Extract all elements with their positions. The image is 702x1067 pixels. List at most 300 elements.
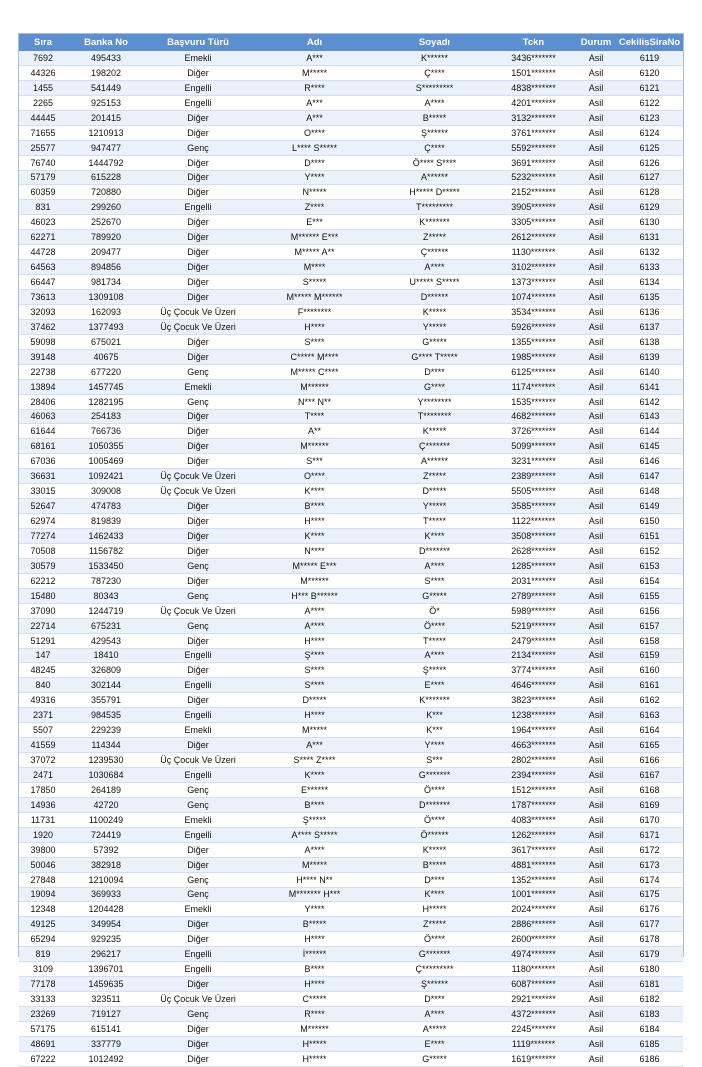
cell-durum: Asil	[576, 663, 616, 678]
header-soyadi: Soyadı	[378, 34, 491, 51]
cell-durum: Asil	[576, 842, 616, 857]
cell-cekilis-sira-no: 6145	[616, 439, 683, 454]
cell-basvuru-turu: Genç	[145, 588, 251, 603]
cell-tckn: 2921*******	[491, 992, 576, 1007]
header-sira: Sıra	[19, 34, 67, 51]
cell-banka-no: 1444792	[67, 155, 145, 170]
cell-basvuru-turu: Emekli	[145, 812, 251, 827]
cell-cekilis-sira-no: 6132	[616, 245, 683, 260]
cell-tckn: 1285*******	[491, 558, 576, 573]
cell-adi: S****	[251, 663, 378, 678]
table-row	[19, 842, 683, 857]
cell-soyadi: Ö****	[378, 812, 491, 827]
cell-durum: Asil	[576, 618, 616, 633]
cell-durum: Asil	[576, 409, 616, 424]
cell-tckn: 3774*******	[491, 663, 576, 678]
cell-cekilis-sira-no: 6182	[616, 992, 683, 1007]
table-row	[19, 977, 683, 992]
cell-soyadi: S*********	[378, 80, 491, 95]
cell-basvuru-turu: Emekli	[145, 51, 251, 65]
cell-sira: 66447	[19, 275, 67, 290]
cell-soyadi: D*******	[378, 797, 491, 812]
cell-soyadi: Y*****	[378, 319, 491, 334]
cell-banka-no: 1457745	[67, 379, 145, 394]
cell-basvuru-turu: Engelli	[145, 648, 251, 663]
cell-tckn: 1535*******	[491, 394, 576, 409]
table-row	[19, 439, 683, 454]
cell-basvuru-turu: Diğer	[145, 334, 251, 349]
cell-sira: 57179	[19, 170, 67, 185]
cell-soyadi: H*****	[378, 902, 491, 917]
cell-sira: 11731	[19, 812, 67, 827]
cell-cekilis-sira-no: 6127	[616, 170, 683, 185]
cell-basvuru-turu: Diğer	[145, 125, 251, 140]
cell-banka-no: 198202	[67, 65, 145, 80]
cell-sira: 39800	[19, 842, 67, 857]
table-row	[19, 962, 683, 977]
cell-soyadi: S***	[378, 753, 491, 768]
cell-soyadi: K*****	[378, 304, 491, 319]
table-row	[19, 663, 683, 678]
cell-basvuru-turu: Genç	[145, 140, 251, 155]
cell-cekilis-sira-no: 6167	[616, 768, 683, 783]
cell-tckn: 3823*******	[491, 693, 576, 708]
cell-sira: 73613	[19, 290, 67, 305]
cell-durum: Asil	[576, 992, 616, 1007]
cell-sira: 57175	[19, 1021, 67, 1036]
cell-tckn: 5505*******	[491, 484, 576, 499]
cell-sira: 49125	[19, 917, 67, 932]
table-row	[19, 304, 683, 319]
cell-durum: Asil	[576, 394, 616, 409]
cell-durum: Asil	[576, 275, 616, 290]
cell-durum: Asil	[576, 215, 616, 230]
cell-soyadi: H***** D*****	[378, 185, 491, 200]
cell-banka-no: 1309108	[67, 290, 145, 305]
cell-soyadi: T*********	[378, 200, 491, 215]
cell-sira: 37072	[19, 753, 67, 768]
cell-cekilis-sira-no: 6124	[616, 125, 683, 140]
cell-soyadi: A******	[378, 454, 491, 469]
cell-basvuru-turu: Engelli	[145, 95, 251, 110]
cell-adi: R****	[251, 1007, 378, 1022]
table-row	[19, 872, 683, 887]
cell-adi: E***	[251, 215, 378, 230]
cell-basvuru-turu: Diğer	[145, 633, 251, 648]
cell-sira: 831	[19, 200, 67, 215]
cell-cekilis-sira-no: 6129	[616, 200, 683, 215]
cell-banka-no: 162093	[67, 304, 145, 319]
cell-adi: K****	[251, 529, 378, 544]
cell-soyadi: Ç*********	[378, 962, 491, 977]
table-row	[19, 573, 683, 588]
cell-sira: 2265	[19, 95, 67, 110]
cell-soyadi: S****	[378, 573, 491, 588]
cell-adi: M*****	[251, 65, 378, 80]
cell-soyadi: Ö****	[378, 618, 491, 633]
cell-durum: Asil	[576, 887, 616, 902]
cell-durum: Asil	[576, 558, 616, 573]
table-row	[19, 827, 683, 842]
cell-cekilis-sira-no: 6180	[616, 962, 683, 977]
cell-sira: 3109	[19, 962, 67, 977]
cell-soyadi: Ş******	[378, 977, 491, 992]
cell-adi: H****	[251, 633, 378, 648]
cell-soyadi: Y*****	[378, 499, 491, 514]
cell-durum: Asil	[576, 573, 616, 588]
cell-durum: Asil	[576, 768, 616, 783]
cell-banka-no: 1092421	[67, 469, 145, 484]
cell-durum: Asil	[576, 424, 616, 439]
cell-tckn: 4682*******	[491, 409, 576, 424]
cell-basvuru-turu: Genç	[145, 797, 251, 812]
cell-soyadi: Ç****	[378, 140, 491, 155]
table-row	[19, 738, 683, 753]
cell-durum: Asil	[576, 738, 616, 753]
cell-basvuru-turu: Diğer	[145, 110, 251, 125]
cell-banka-no: 929235	[67, 932, 145, 947]
cell-banka-no: 296217	[67, 947, 145, 962]
cell-banka-no: 677220	[67, 364, 145, 379]
cell-tckn: 3726*******	[491, 424, 576, 439]
cell-sira: 77178	[19, 977, 67, 992]
cell-tckn: 5592*******	[491, 140, 576, 155]
table-row	[19, 1036, 683, 1051]
cell-sira: 48245	[19, 663, 67, 678]
cell-banka-no: 1156782	[67, 543, 145, 558]
cell-durum: Asil	[576, 469, 616, 484]
cell-soyadi: Y****	[378, 738, 491, 753]
cell-durum: Asil	[576, 170, 616, 185]
cell-basvuru-turu: Genç	[145, 394, 251, 409]
cell-cekilis-sira-no: 6133	[616, 260, 683, 275]
cell-sira: 2471	[19, 768, 67, 783]
cell-soyadi: K*****	[378, 424, 491, 439]
cell-soyadi: A******	[378, 170, 491, 185]
cell-adi: F********	[251, 304, 378, 319]
cell-basvuru-turu: Emekli	[145, 379, 251, 394]
cell-basvuru-turu: Genç	[145, 887, 251, 902]
cell-cekilis-sira-no: 6168	[616, 782, 683, 797]
cell-banka-no: 80343	[67, 588, 145, 603]
table-row	[19, 65, 683, 80]
cell-sira: 70508	[19, 543, 67, 558]
cell-adi: C***** M****	[251, 349, 378, 364]
cell-cekilis-sira-no: 6184	[616, 1021, 683, 1036]
cell-sira: 28406	[19, 394, 67, 409]
cell-durum: Asil	[576, 708, 616, 723]
cell-banka-no: 615228	[67, 170, 145, 185]
cell-basvuru-turu: Engelli	[145, 80, 251, 95]
cell-durum: Asil	[576, 200, 616, 215]
cell-basvuru-turu: Diğer	[145, 215, 251, 230]
table-row	[19, 529, 683, 544]
cell-sira: 49316	[19, 693, 67, 708]
cell-banka-no: 1239530	[67, 753, 145, 768]
cell-sira: 37090	[19, 603, 67, 618]
cell-tckn: 1619*******	[491, 1051, 576, 1066]
cell-tckn: 1501*******	[491, 65, 576, 80]
cell-basvuru-turu: Diğer	[145, 409, 251, 424]
cell-tckn: 3231*******	[491, 454, 576, 469]
cell-adi: A***	[251, 95, 378, 110]
cell-sira: 46023	[19, 215, 67, 230]
cell-soyadi: K*******	[378, 215, 491, 230]
cell-adi: K****	[251, 484, 378, 499]
cell-sira: 44728	[19, 245, 67, 260]
cell-durum: Asil	[576, 125, 616, 140]
cell-banka-no: 114344	[67, 738, 145, 753]
table-row	[19, 185, 683, 200]
cell-cekilis-sira-no: 6166	[616, 753, 683, 768]
cell-basvuru-turu: Diğer	[145, 245, 251, 260]
table-row	[19, 588, 683, 603]
cell-sira: 67222	[19, 1051, 67, 1066]
cell-basvuru-turu: Emekli	[145, 902, 251, 917]
cell-adi: İ******	[251, 947, 378, 962]
cell-cekilis-sira-no: 6140	[616, 364, 683, 379]
cell-basvuru-turu: Üç Çocuk Ve Üzeri	[145, 992, 251, 1007]
cell-banka-no: 309008	[67, 484, 145, 499]
cell-cekilis-sira-no: 6183	[616, 1007, 683, 1022]
cell-tckn: 4201*******	[491, 95, 576, 110]
cell-banka-no: 1396701	[67, 962, 145, 977]
cell-durum: Asil	[576, 1021, 616, 1036]
table-row	[19, 603, 683, 618]
cell-sira: 25577	[19, 140, 67, 155]
cell-cekilis-sira-no: 6174	[616, 872, 683, 887]
cell-sira: 37462	[19, 319, 67, 334]
cell-sira: 39148	[19, 349, 67, 364]
cell-soyadi: G****	[378, 379, 491, 394]
cell-tckn: 1985*******	[491, 349, 576, 364]
table-row	[19, 693, 683, 708]
cell-tckn: 1238*******	[491, 708, 576, 723]
cell-basvuru-turu: Üç Çocuk Ve Üzeri	[145, 753, 251, 768]
cell-sira: 840	[19, 678, 67, 693]
cell-sira: 14936	[19, 797, 67, 812]
cell-cekilis-sira-no: 6148	[616, 484, 683, 499]
cell-basvuru-turu: Diğer	[145, 917, 251, 932]
cell-adi: H****	[251, 932, 378, 947]
cell-soyadi: B*****	[378, 110, 491, 125]
cell-tckn: 4646*******	[491, 678, 576, 693]
cell-soyadi: G*****	[378, 588, 491, 603]
cell-cekilis-sira-no: 6119	[616, 51, 683, 65]
cell-adi: B*****	[251, 917, 378, 932]
cell-cekilis-sira-no: 6153	[616, 558, 683, 573]
cell-banka-no: 40675	[67, 349, 145, 364]
cell-adi: E******	[251, 782, 378, 797]
cell-sira: 50046	[19, 857, 67, 872]
cell-tckn: 1262*******	[491, 827, 576, 842]
cell-banka-no: 1012492	[67, 1051, 145, 1066]
cell-cekilis-sira-no: 6149	[616, 499, 683, 514]
cell-durum: Asil	[576, 1036, 616, 1051]
cell-soyadi: A****	[378, 558, 491, 573]
cell-durum: Asil	[576, 454, 616, 469]
cell-durum: Asil	[576, 797, 616, 812]
cell-basvuru-turu: Diğer	[145, 290, 251, 305]
table-row	[19, 155, 683, 170]
cell-sira: 32093	[19, 304, 67, 319]
cell-durum: Asil	[576, 529, 616, 544]
cell-tckn: 1122*******	[491, 514, 576, 529]
table-row	[19, 1051, 683, 1066]
cell-banka-no: 302144	[67, 678, 145, 693]
cell-tckn: 3132*******	[491, 110, 576, 125]
cell-durum: Asil	[576, 947, 616, 962]
cell-soyadi: Ç*******	[378, 439, 491, 454]
cell-banka-no: 787230	[67, 573, 145, 588]
cell-basvuru-turu: Engelli	[145, 708, 251, 723]
cell-soyadi: A****	[378, 1007, 491, 1022]
header-basvuru-turu: Başvuru Türü	[145, 34, 251, 51]
cell-cekilis-sira-no: 6121	[616, 80, 683, 95]
cell-soyadi: Ö******	[378, 827, 491, 842]
cell-banka-no: 264189	[67, 782, 145, 797]
cell-sira: 1455	[19, 80, 67, 95]
cell-durum: Asil	[576, 155, 616, 170]
cell-soyadi: U***** S*****	[378, 275, 491, 290]
cell-adi: N*****	[251, 185, 378, 200]
cell-adi: S*****	[251, 275, 378, 290]
cell-adi: M*****	[251, 857, 378, 872]
cell-sira: 60359	[19, 185, 67, 200]
table-header-row	[19, 34, 683, 51]
cell-tckn: 3761*******	[491, 125, 576, 140]
cell-adi: N*** N**	[251, 394, 378, 409]
cell-tckn: 1964*******	[491, 723, 576, 738]
table-row	[19, 618, 683, 633]
cell-cekilis-sira-no: 6126	[616, 155, 683, 170]
cell-soyadi: G**** T*****	[378, 349, 491, 364]
cell-tckn: 2886*******	[491, 917, 576, 932]
cell-durum: Asil	[576, 514, 616, 529]
cell-tckn: 1512*******	[491, 782, 576, 797]
cell-banka-no: 1005469	[67, 454, 145, 469]
table-row	[19, 140, 683, 155]
cell-sira: 23269	[19, 1007, 67, 1022]
header-tckn: Tckn	[491, 34, 576, 51]
cell-durum: Asil	[576, 962, 616, 977]
cell-cekilis-sira-no: 6154	[616, 573, 683, 588]
cell-soyadi: K*****	[378, 842, 491, 857]
cell-soyadi: Z*****	[378, 469, 491, 484]
cell-adi: A****	[251, 842, 378, 857]
cell-cekilis-sira-no: 6178	[616, 932, 683, 947]
cell-soyadi: Ö****	[378, 782, 491, 797]
cell-banka-no: 326809	[67, 663, 145, 678]
cell-soyadi: T*****	[378, 514, 491, 529]
cell-tckn: 1373*******	[491, 275, 576, 290]
cell-cekilis-sira-no: 6138	[616, 334, 683, 349]
cell-basvuru-turu: Diğer	[145, 185, 251, 200]
cell-cekilis-sira-no: 6186	[616, 1051, 683, 1066]
cell-basvuru-turu: Emekli	[145, 723, 251, 738]
cell-banka-no: 382918	[67, 857, 145, 872]
table-row	[19, 558, 683, 573]
cell-soyadi: Ö****	[378, 932, 491, 947]
cell-cekilis-sira-no: 6181	[616, 977, 683, 992]
cell-cekilis-sira-no: 6159	[616, 648, 683, 663]
table-row	[19, 797, 683, 812]
cell-soyadi: Z*****	[378, 230, 491, 245]
cell-basvuru-turu: Diğer	[145, 499, 251, 514]
cell-banka-no: 541449	[67, 80, 145, 95]
cell-tckn: 4083*******	[491, 812, 576, 827]
cell-adi: M****** E***	[251, 230, 378, 245]
cell-tckn: 6087*******	[491, 977, 576, 992]
cell-banka-no: 429543	[67, 633, 145, 648]
cell-tckn: 2612*******	[491, 230, 576, 245]
cell-cekilis-sira-no: 6169	[616, 797, 683, 812]
cell-basvuru-turu: Diğer	[145, 1036, 251, 1051]
cell-adi: C*****	[251, 992, 378, 1007]
cell-cekilis-sira-no: 6170	[616, 812, 683, 827]
cell-basvuru-turu: Diğer	[145, 454, 251, 469]
cell-cekilis-sira-no: 6155	[616, 588, 683, 603]
cell-cekilis-sira-no: 6122	[616, 95, 683, 110]
cell-cekilis-sira-no: 6162	[616, 693, 683, 708]
cell-banka-no: 337779	[67, 1036, 145, 1051]
cell-cekilis-sira-no: 6171	[616, 827, 683, 842]
table-row	[19, 887, 683, 902]
cell-soyadi: K***	[378, 708, 491, 723]
cell-cekilis-sira-no: 6130	[616, 215, 683, 230]
cell-adi: M******	[251, 573, 378, 588]
cell-cekilis-sira-no: 6164	[616, 723, 683, 738]
cell-basvuru-turu: Diğer	[145, 230, 251, 245]
cell-sira: 22714	[19, 618, 67, 633]
cell-adi: T****	[251, 409, 378, 424]
cell-sira: 76740	[19, 155, 67, 170]
cell-adi: H****	[251, 514, 378, 529]
cell-basvuru-turu: Genç	[145, 618, 251, 633]
table-row	[19, 110, 683, 125]
cell-cekilis-sira-no: 6179	[616, 947, 683, 962]
cell-durum: Asil	[576, 902, 616, 917]
cell-basvuru-turu: Engelli	[145, 962, 251, 977]
cell-sira: 64563	[19, 260, 67, 275]
cell-tckn: 1355*******	[491, 334, 576, 349]
cell-soyadi: G*******	[378, 768, 491, 783]
cell-durum: Asil	[576, 1051, 616, 1066]
cell-adi: Ş****	[251, 648, 378, 663]
cell-durum: Asil	[576, 349, 616, 364]
table-row	[19, 514, 683, 529]
cell-banka-no: 1377493	[67, 319, 145, 334]
cell-cekilis-sira-no: 6152	[616, 543, 683, 558]
cell-tckn: 1119*******	[491, 1036, 576, 1051]
cell-banka-no: 18410	[67, 648, 145, 663]
table-row	[19, 484, 683, 499]
cell-tckn: 5232*******	[491, 170, 576, 185]
cell-adi: D*****	[251, 693, 378, 708]
cell-basvuru-turu: Diğer	[145, 543, 251, 558]
cell-soyadi: G*****	[378, 1051, 491, 1066]
cell-adi: M***** A**	[251, 245, 378, 260]
cell-banka-no: 819839	[67, 514, 145, 529]
cell-banka-no: 201415	[67, 110, 145, 125]
cell-soyadi: K*******	[378, 693, 491, 708]
cell-banka-no: 355791	[67, 693, 145, 708]
cell-basvuru-turu: Üç Çocuk Ve Üzeri	[145, 469, 251, 484]
cell-soyadi: A****	[378, 260, 491, 275]
cell-soyadi: A****	[378, 95, 491, 110]
cell-sira: 59098	[19, 334, 67, 349]
cell-soyadi: G*******	[378, 947, 491, 962]
